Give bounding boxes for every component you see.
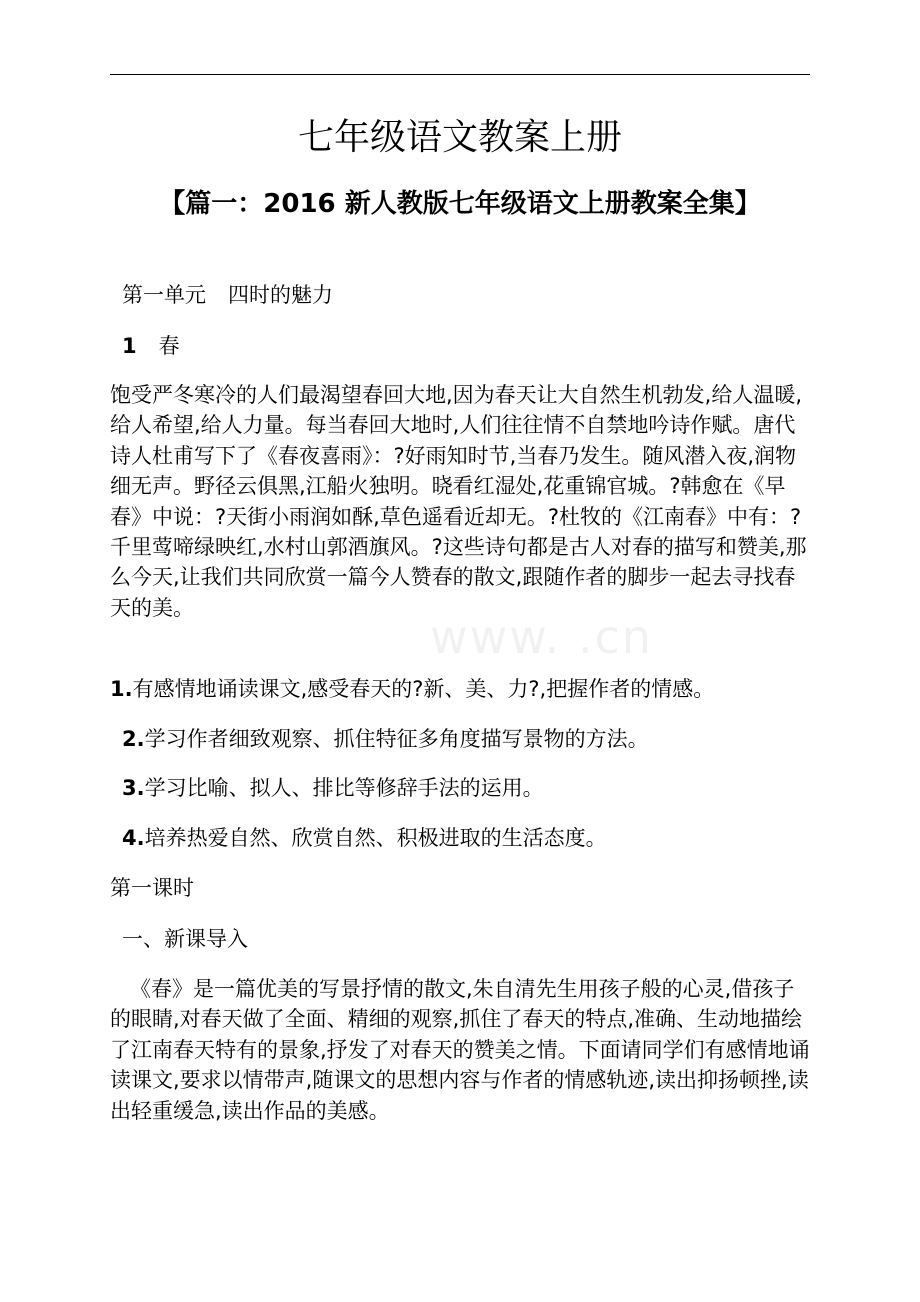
- unit-name: 四时的魅力: [228, 283, 333, 307]
- objective-text: 学习作者细致观察、抓住特征多角度描写景物的方法。: [144, 727, 649, 751]
- watermark: www. .cn: [430, 610, 653, 664]
- lesson-number: 1: [122, 334, 137, 358]
- objective-text: 有感情地诵读课文,感受春天的?新、美、力?,把握作者的情感。: [132, 677, 715, 701]
- objective-item: [122, 724, 649, 754]
- section-paragraph: 《春》是一篇优美的写景抒情的散文,朱自清先生用孩子般的心灵,借孩子的眼睛,对春天做了全面、精细的观察,抓住了春天的特点,准确、生动地描绘了江南春天特有的景象,抒发了对春天的赞美之情。下面请同学们有感情地诵读课文,要求以情带声,随课文的思想内容与作者的情感轨迹,读出抑扬顿挫,读出轻重缓急,读出作品的美感。: [110, 977, 810, 1123]
- objective-text: 学习比喻、拟人、排比等修辞手法的运用。: [144, 776, 544, 800]
- objective-item: [110, 674, 714, 704]
- objective-number: 3.: [122, 776, 145, 800]
- section-heading: 一、新课导入: [122, 927, 248, 951]
- lesson-heading: [122, 331, 180, 361]
- lesson-name: 春: [158, 334, 180, 358]
- document-subtitle: 【篇一：2016 新人教版七年级语文上册教案全集】: [159, 189, 761, 219]
- objective-number: 4.: [122, 826, 145, 850]
- objective-item: [122, 823, 607, 853]
- objective-number: 1.: [110, 677, 133, 701]
- objective-text: 培养热爱自然、欣赏自然、积极进取的生活态度。: [144, 826, 607, 850]
- unit-heading: [122, 280, 333, 310]
- unit-label: 第一单元: [122, 283, 206, 307]
- objective-item: [122, 773, 544, 803]
- period-heading: 第一课时: [110, 876, 194, 900]
- document-title: 七年级语文教案上册: [297, 117, 622, 158]
- header-rule: [110, 74, 810, 75]
- intro-paragraph: 饱受严冬寒冷的人们最渴望春回大地,因为春天让大自然生机勃发,给人温暖,给人希望,给人力量。每当春回大地时,人们往往情不自禁地吟诗作赋。唐代诗人杜甫写下了《春夜喜雨》：?好雨知时节,当春乃发生。随风潜入夜,润物细无声。野径云俱黑,江船火独明。晓看红湿处,花重锦官城。?韩愈在《早春》中说：?天街小雨润如酥,草色遥看近却无。?杜牧的《江南春》中有：?千里莺啼绿映红,水村山郭酒旗风。?这些诗句都是古人对春的描写和赞美,那么今天,让我们共同欣赏一篇今人赞春的散文,跟随作者的脚步一起去寻找春天的美。: [110, 383, 807, 620]
- objective-number: 2.: [122, 727, 145, 751]
